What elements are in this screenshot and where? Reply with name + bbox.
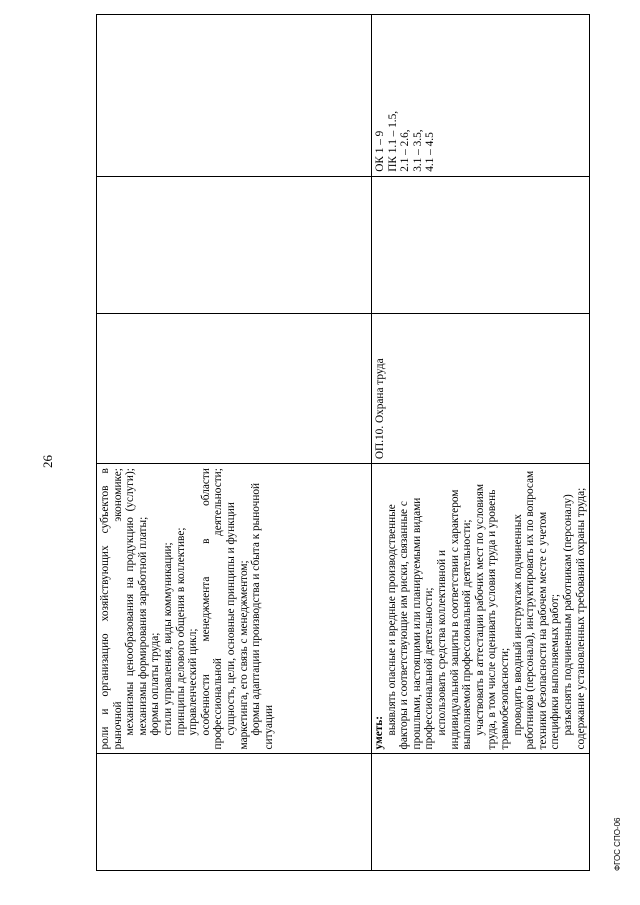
knowledge-item: формы адаптации производства и сбыта к рыночной ситуации	[250, 482, 275, 750]
footer-label: ФГОС СПО-06	[613, 817, 622, 871]
page-number: 26	[40, 455, 55, 468]
table-row	[97, 15, 372, 871]
discipline-name: ОП.10. Охрана труда	[374, 358, 386, 460]
standards-table	[96, 14, 590, 871]
knowledge-item: роли и организацию хозяйствующих субъектов в рыночной экономике;	[99, 468, 124, 750]
knowledge-item: механизмы ценообразования на продукцию (услуги);	[124, 468, 137, 736]
table-cell-empty	[97, 176, 372, 314]
table-cell-empty	[97, 314, 372, 464]
discipline-cell	[372, 314, 590, 464]
table-cell-empty	[97, 754, 372, 871]
skill-item: проводить вводный инструктаж подчиненных работников (персонала), инструктировать их по вопросам техники безопасности на рабочем месте с учетом специфики выполняемых работ;	[511, 470, 562, 750]
competency-code: 4.1 – 4.5	[424, 132, 437, 172]
competency-code: 2.1 – 2.6,	[399, 129, 412, 172]
table-cell-empty	[97, 15, 372, 177]
table-cell-empty	[372, 754, 590, 871]
knowledge-item: особенности менеджмента в области профессиональной деятельности;	[199, 468, 225, 750]
knowledge-item: сущность, цели, основные принципы и функции маркетинга, его связь с менеджментом;	[224, 502, 250, 750]
knowledge-item: формы оплаты труда;	[149, 632, 162, 736]
knowledge-item: стили управления, виды коммуникации;	[161, 542, 174, 736]
knowledge-item: механизмы формирования заработной платы;	[136, 516, 149, 736]
table-cell-empty	[372, 176, 590, 314]
competencies-cell	[372, 15, 590, 177]
skill-item: использовать средства коллективной и индивидуальной защиты в соответствии с характером выполняемой профессиональной деятельности;	[435, 489, 474, 750]
knowledge-item: принципы делового общения в коллективе;	[174, 527, 187, 736]
competency-code: ОК 1 – 9	[374, 130, 386, 172]
skill-item: разъяснять подчиненным работникам (персоналу) содержание установленных требований охраны труда;	[561, 487, 587, 750]
competency-code: 3.1 – 3.5,	[411, 129, 424, 172]
competency-code: ПК 1.1 – 1.5,	[386, 110, 399, 172]
skill-item: выявлять опасные и вредные производственные факторы и соответствующие им риски, связанные с прошлыми, настоящими или планируемыми видами профессиональной деятельности;	[385, 497, 436, 750]
table-row	[372, 15, 590, 871]
skills-cell	[372, 464, 590, 754]
skill-item: участвовать в аттестации рабочих мест по условиям труда, в том числе оценивать условия труда и уровень травмобезопасности;	[473, 483, 511, 750]
knowledge-item: управленческий цикл;	[187, 628, 200, 736]
knowledge-cell	[97, 464, 372, 754]
skills-title: уметь:	[373, 715, 385, 750]
